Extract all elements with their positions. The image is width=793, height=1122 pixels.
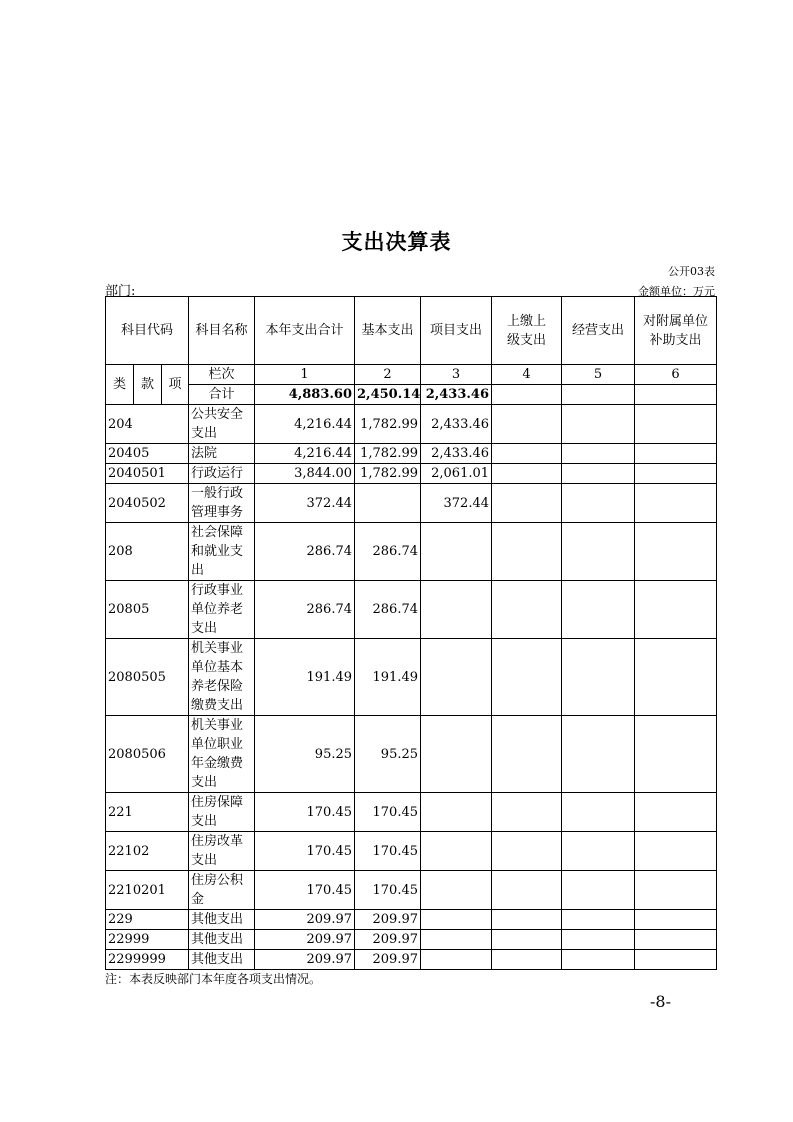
row-subsidy: [635, 871, 717, 910]
row-business: [562, 639, 635, 716]
row-name: 住房公积金: [189, 871, 255, 910]
header-basic: 基本支出: [355, 297, 421, 365]
row-code: 20805: [106, 581, 189, 639]
row-subsidy: [635, 639, 717, 716]
row-upper: [492, 523, 562, 581]
header-upper: 上缴上级支出: [492, 297, 562, 365]
row-upper: [492, 871, 562, 910]
row-code: 2040502: [106, 484, 189, 523]
row-upper: [492, 484, 562, 523]
row-project: [421, 930, 492, 950]
column-number-5: 5: [562, 365, 635, 385]
row-subsidy: [635, 910, 717, 930]
row-name: 公共安全支出: [189, 405, 255, 444]
column-number-row: [106, 365, 717, 385]
column-number-label: 栏次: [189, 365, 255, 385]
table-row: [106, 716, 717, 793]
row-total: 4,216.44: [255, 405, 355, 444]
table-row: [106, 405, 717, 444]
header-business: 经营支出: [562, 297, 635, 365]
row-basic: 286.74: [355, 523, 421, 581]
table-row: [106, 793, 717, 832]
header-kuan: 款: [134, 365, 162, 405]
row-basic: 209.97: [355, 930, 421, 950]
total-basic: 2,450.14: [355, 385, 421, 405]
row-subsidy: [635, 405, 717, 444]
row-total: 170.45: [255, 871, 355, 910]
row-total: 3,844.00: [255, 464, 355, 484]
total-label: 合计: [189, 385, 255, 405]
row-project: [421, 523, 492, 581]
row-code: 2080506: [106, 716, 189, 793]
row-name: 法院: [189, 444, 255, 464]
row-basic: 170.45: [355, 871, 421, 910]
row-project: 2,433.46: [421, 405, 492, 444]
row-business: [562, 464, 635, 484]
row-subsidy: [635, 832, 717, 871]
row-basic: 170.45: [355, 832, 421, 871]
row-total: 191.49: [255, 639, 355, 716]
row-business: [562, 716, 635, 793]
row-upper: [492, 639, 562, 716]
row-name: 一般行政管理事务: [189, 484, 255, 523]
row-name: 社会保障和就业支出: [189, 523, 255, 581]
table-row: [106, 871, 717, 910]
row-business: [562, 930, 635, 950]
total-project: 2,433.46: [421, 385, 492, 405]
row-project: [421, 793, 492, 832]
row-business: [562, 523, 635, 581]
expenditure-table: [105, 296, 717, 970]
row-name: 其他支出: [189, 950, 255, 970]
row-business: [562, 581, 635, 639]
row-total: 286.74: [255, 523, 355, 581]
column-number-1: 1: [255, 365, 355, 385]
header-name: 科目名称: [189, 297, 255, 365]
row-name: 住房保障支出: [189, 793, 255, 832]
row-subsidy: [635, 581, 717, 639]
row-code: 208: [106, 523, 189, 581]
row-total: 170.45: [255, 793, 355, 832]
row-upper: [492, 930, 562, 950]
row-project: 2,061.01: [421, 464, 492, 484]
column-number-4: 4: [492, 365, 562, 385]
row-code: 2040501: [106, 464, 189, 484]
row-code: 22102: [106, 832, 189, 871]
row-total: 170.45: [255, 832, 355, 871]
department-label: 部门:: [105, 284, 136, 299]
form-number: 公开03表: [668, 265, 715, 278]
column-number-6: 6: [635, 365, 717, 385]
row-upper: [492, 793, 562, 832]
table-row: [106, 950, 717, 970]
page-title: 支出决算表: [341, 230, 452, 254]
row-business: [562, 910, 635, 930]
row-business: [562, 484, 635, 523]
row-name: 行政事业单位养老支出: [189, 581, 255, 639]
column-number-3: 3: [421, 365, 492, 385]
row-total: 209.97: [255, 910, 355, 930]
row-basic: 209.97: [355, 910, 421, 930]
row-subsidy: [635, 793, 717, 832]
row-upper: [492, 444, 562, 464]
table-row: [106, 444, 717, 464]
column-number-2: 2: [355, 365, 421, 385]
row-name: 机关事业单位职业年金缴费支出: [189, 716, 255, 793]
row-upper: [492, 581, 562, 639]
row-upper: [492, 832, 562, 871]
row-basic: 1,782.99: [355, 464, 421, 484]
row-subsidy: [635, 484, 717, 523]
row-project: [421, 581, 492, 639]
row-project: [421, 639, 492, 716]
row-basic: 209.97: [355, 950, 421, 970]
row-code: 229: [106, 910, 189, 930]
table-row: [106, 910, 717, 930]
row-total: 209.97: [255, 950, 355, 970]
row-name: 其他支出: [189, 930, 255, 950]
row-subsidy: [635, 930, 717, 950]
row-subsidy: [635, 444, 717, 464]
table-row: [106, 484, 717, 523]
total-amount: 4,883.60: [255, 385, 355, 405]
row-upper: [492, 464, 562, 484]
table-row: [106, 523, 717, 581]
row-code: 2210201: [106, 871, 189, 910]
row-project: [421, 871, 492, 910]
row-total: 4,216.44: [255, 444, 355, 464]
row-project: [421, 910, 492, 930]
page-number: -8-: [650, 992, 671, 1011]
row-basic: 191.49: [355, 639, 421, 716]
row-basic: 1,782.99: [355, 444, 421, 464]
row-basic: 286.74: [355, 581, 421, 639]
row-name: 其他支出: [189, 910, 255, 930]
row-business: [562, 793, 635, 832]
row-basic: [355, 484, 421, 523]
table-row: [106, 581, 717, 639]
row-total: 286.74: [255, 581, 355, 639]
row-business: [562, 950, 635, 970]
amount-unit-label: 金额单位：万元: [638, 285, 715, 298]
row-total: 372.44: [255, 484, 355, 523]
row-code: 221: [106, 793, 189, 832]
row-code: 2299999: [106, 950, 189, 970]
total-row: [106, 385, 717, 405]
row-total: 209.97: [255, 930, 355, 950]
row-upper: [492, 910, 562, 930]
header-row: [106, 297, 717, 365]
table-row: [106, 832, 717, 871]
header-total: 本年支出合计: [255, 297, 355, 365]
row-name: 行政运行: [189, 464, 255, 484]
header-project: 项目支出: [421, 297, 492, 365]
header-lei: 类: [106, 365, 134, 405]
row-upper: [492, 950, 562, 970]
table-row: [106, 639, 717, 716]
row-subsidy: [635, 950, 717, 970]
row-upper: [492, 716, 562, 793]
header-xiang: 项: [162, 365, 189, 405]
total-business: [562, 385, 635, 405]
row-business: [562, 832, 635, 871]
table-row: [106, 464, 717, 484]
table-row: [106, 930, 717, 950]
row-subsidy: [635, 716, 717, 793]
row-business: [562, 444, 635, 464]
row-basic: 170.45: [355, 793, 421, 832]
row-project: 372.44: [421, 484, 492, 523]
header-code: 科目代码: [106, 297, 189, 365]
row-project: [421, 716, 492, 793]
total-subsidy: [635, 385, 717, 405]
table-note: 注：本表反映部门本年度各项支出情况。: [105, 972, 322, 986]
row-business: [562, 871, 635, 910]
row-basic: 1,782.99: [355, 405, 421, 444]
row-basic: 95.25: [355, 716, 421, 793]
row-project: [421, 832, 492, 871]
row-business: [562, 405, 635, 444]
row-project: 2,433.46: [421, 444, 492, 464]
row-code: 204: [106, 405, 189, 444]
row-code: 2080505: [106, 639, 189, 716]
row-upper: [492, 405, 562, 444]
header-subsidy: 对附属单位补助支出: [635, 297, 717, 365]
row-subsidy: [635, 523, 717, 581]
row-total: 95.25: [255, 716, 355, 793]
row-project: [421, 950, 492, 970]
total-upper: [492, 385, 562, 405]
row-name: 机关事业单位基本养老保险缴费支出: [189, 639, 255, 716]
row-code: 20405: [106, 444, 189, 464]
row-subsidy: [635, 464, 717, 484]
row-code: 22999: [106, 930, 189, 950]
row-name: 住房改革支出: [189, 832, 255, 871]
